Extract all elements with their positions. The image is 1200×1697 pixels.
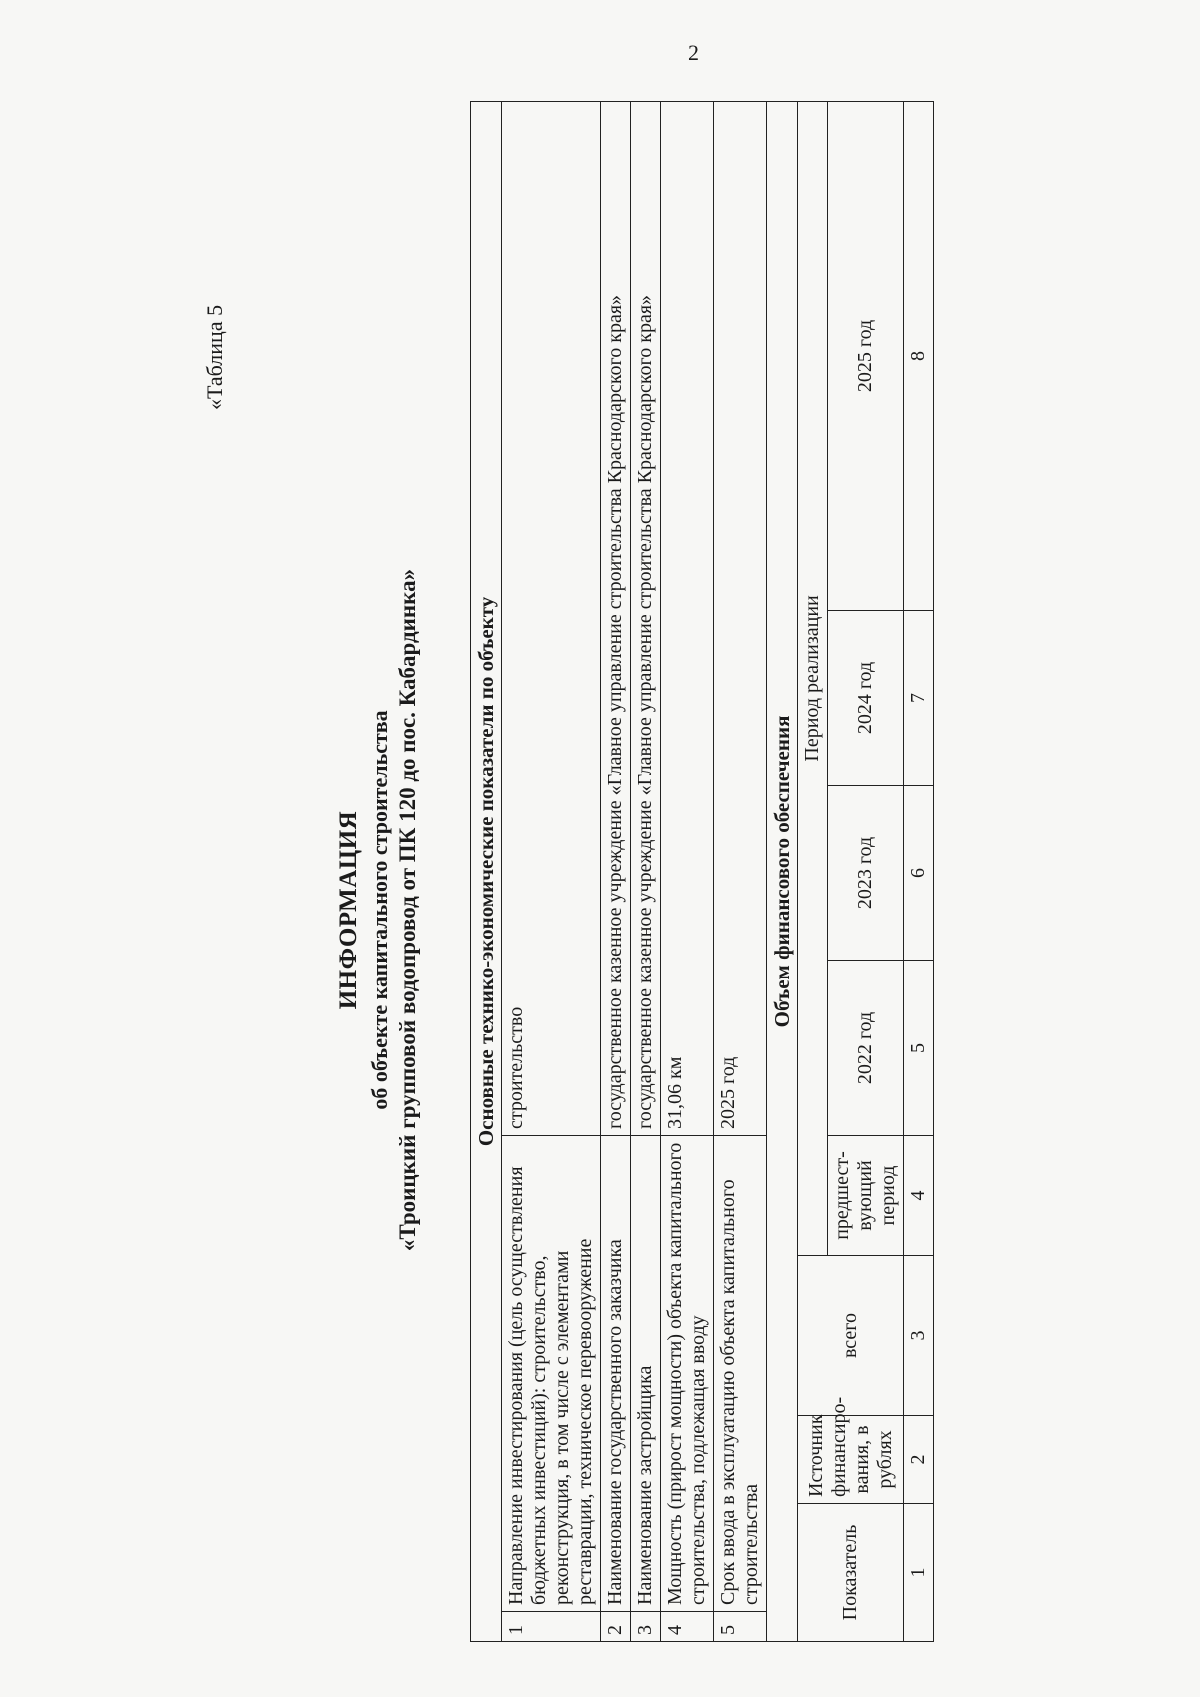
row-number: 3 [631, 1612, 661, 1642]
col-year-2024: 2024 год [828, 611, 904, 786]
col-year-2025: 2025 год [828, 101, 904, 610]
col-number: 7 [904, 611, 934, 786]
col-source-header: Источник финансиро-вания, в рублях [798, 1416, 904, 1504]
col-period-header: Период реализации [798, 101, 828, 1255]
table-row [502, 101, 601, 1641]
col-number: 2 [904, 1416, 934, 1504]
info-table [470, 101, 934, 1642]
table-row [601, 101, 631, 1641]
col-number: 1 [904, 1504, 934, 1642]
col-number: 5 [904, 961, 934, 1136]
object-name: «Троицкий групповой водопровод от ПК 120 до пос. Кабардинка» [395, 568, 420, 1252]
section-financing-heading: Объем финансового обеспечения [767, 101, 798, 1641]
col-year-2023: 2023 год [828, 786, 904, 961]
row-value: 2025 год [714, 101, 767, 1135]
row-number: 4 [661, 1612, 714, 1642]
col-indicator-header: Показатель [798, 1504, 904, 1642]
row-value: 31,06 км [661, 101, 714, 1135]
row-value: строительство [502, 101, 601, 1135]
col-number: 6 [904, 786, 934, 961]
row-label: Мощность (прирост мощности) объекта капитального строительства, подлежащая вводу [661, 1136, 714, 1612]
row-label: Наименование застройщика [631, 1136, 661, 1612]
section-technical-heading: Основные технико-экономические показатели по объекту [471, 101, 502, 1641]
row-label: Направление инвестирования (цель осуществления бюджетных инвестиций): строительство, реконструкция, в том числе с элементами реставрации, техническое перевооружение [502, 1136, 601, 1612]
page-number: 2 [688, 40, 699, 65]
document-title: ИНФОРМАЦИЯ [335, 810, 362, 1010]
row-number: 1 [502, 1612, 601, 1642]
column-numbers-row [904, 101, 934, 1641]
row-label: Наименование государственного заказчика [601, 1136, 631, 1612]
rotated-page-content: «Таблица 5 ИНФОРМАЦИЯ об объекте капитального строительства «Троицкий групповой водопровод от ПК 120 до пос. Кабардинка» Основные технико-экономические показатели по объекту 1 Направление инвестирования (цель осуществления бюджетных инвестиций): строительство, реконструкция, в том числе с элементами реставрации, техническое перевооружение строительство 2 Наименование государственного заказчика государственное казенное учреждение «Главное управление строительства Краснодарского края» 3 Наименование застройщика государственное казенное учреждение «Главное управление строительства Краснодарского края» 4 Мощность (прирост мощности) объекта капитального строительства, подлежащая вводу 31,06 км 5 Срок ввода в эксплуатацию объекта капитального строительства 2025 год Объем финансового обеспечения Показатель Источник финансиро-вания, в рублях всего Период реализации предшест-вующий период 2022 год 2023 год 2024 год 2025 год 1 2 3 4 5 6 7 8 [150, 20, 1150, 1660]
col-prev-header: предшест-вующий период [828, 1136, 904, 1256]
col-year-2022: 2022 год [828, 961, 904, 1136]
table-row [631, 101, 661, 1641]
col-total-header: всего [798, 1256, 904, 1416]
row-value: государственное казенное учреждение «Главное управление строительства Краснодарского края» [631, 101, 661, 1135]
col-number: 4 [904, 1136, 934, 1256]
row-number: 5 [714, 1612, 767, 1642]
table-row [714, 101, 767, 1641]
col-number: 3 [904, 1256, 934, 1416]
row-number: 2 [601, 1612, 631, 1642]
table-row [661, 101, 714, 1641]
table-header-row [798, 101, 828, 1641]
row-label: Срок ввода в эксплуатацию объекта капитального строительства [714, 1136, 767, 1612]
title-block [335, 460, 421, 1360]
col-number: 8 [904, 101, 934, 610]
row-value: государственное казенное учреждение «Главное управление строительства Краснодарского края» [601, 101, 631, 1135]
document-subtitle: об объекте капитального строительства [367, 710, 392, 1110]
